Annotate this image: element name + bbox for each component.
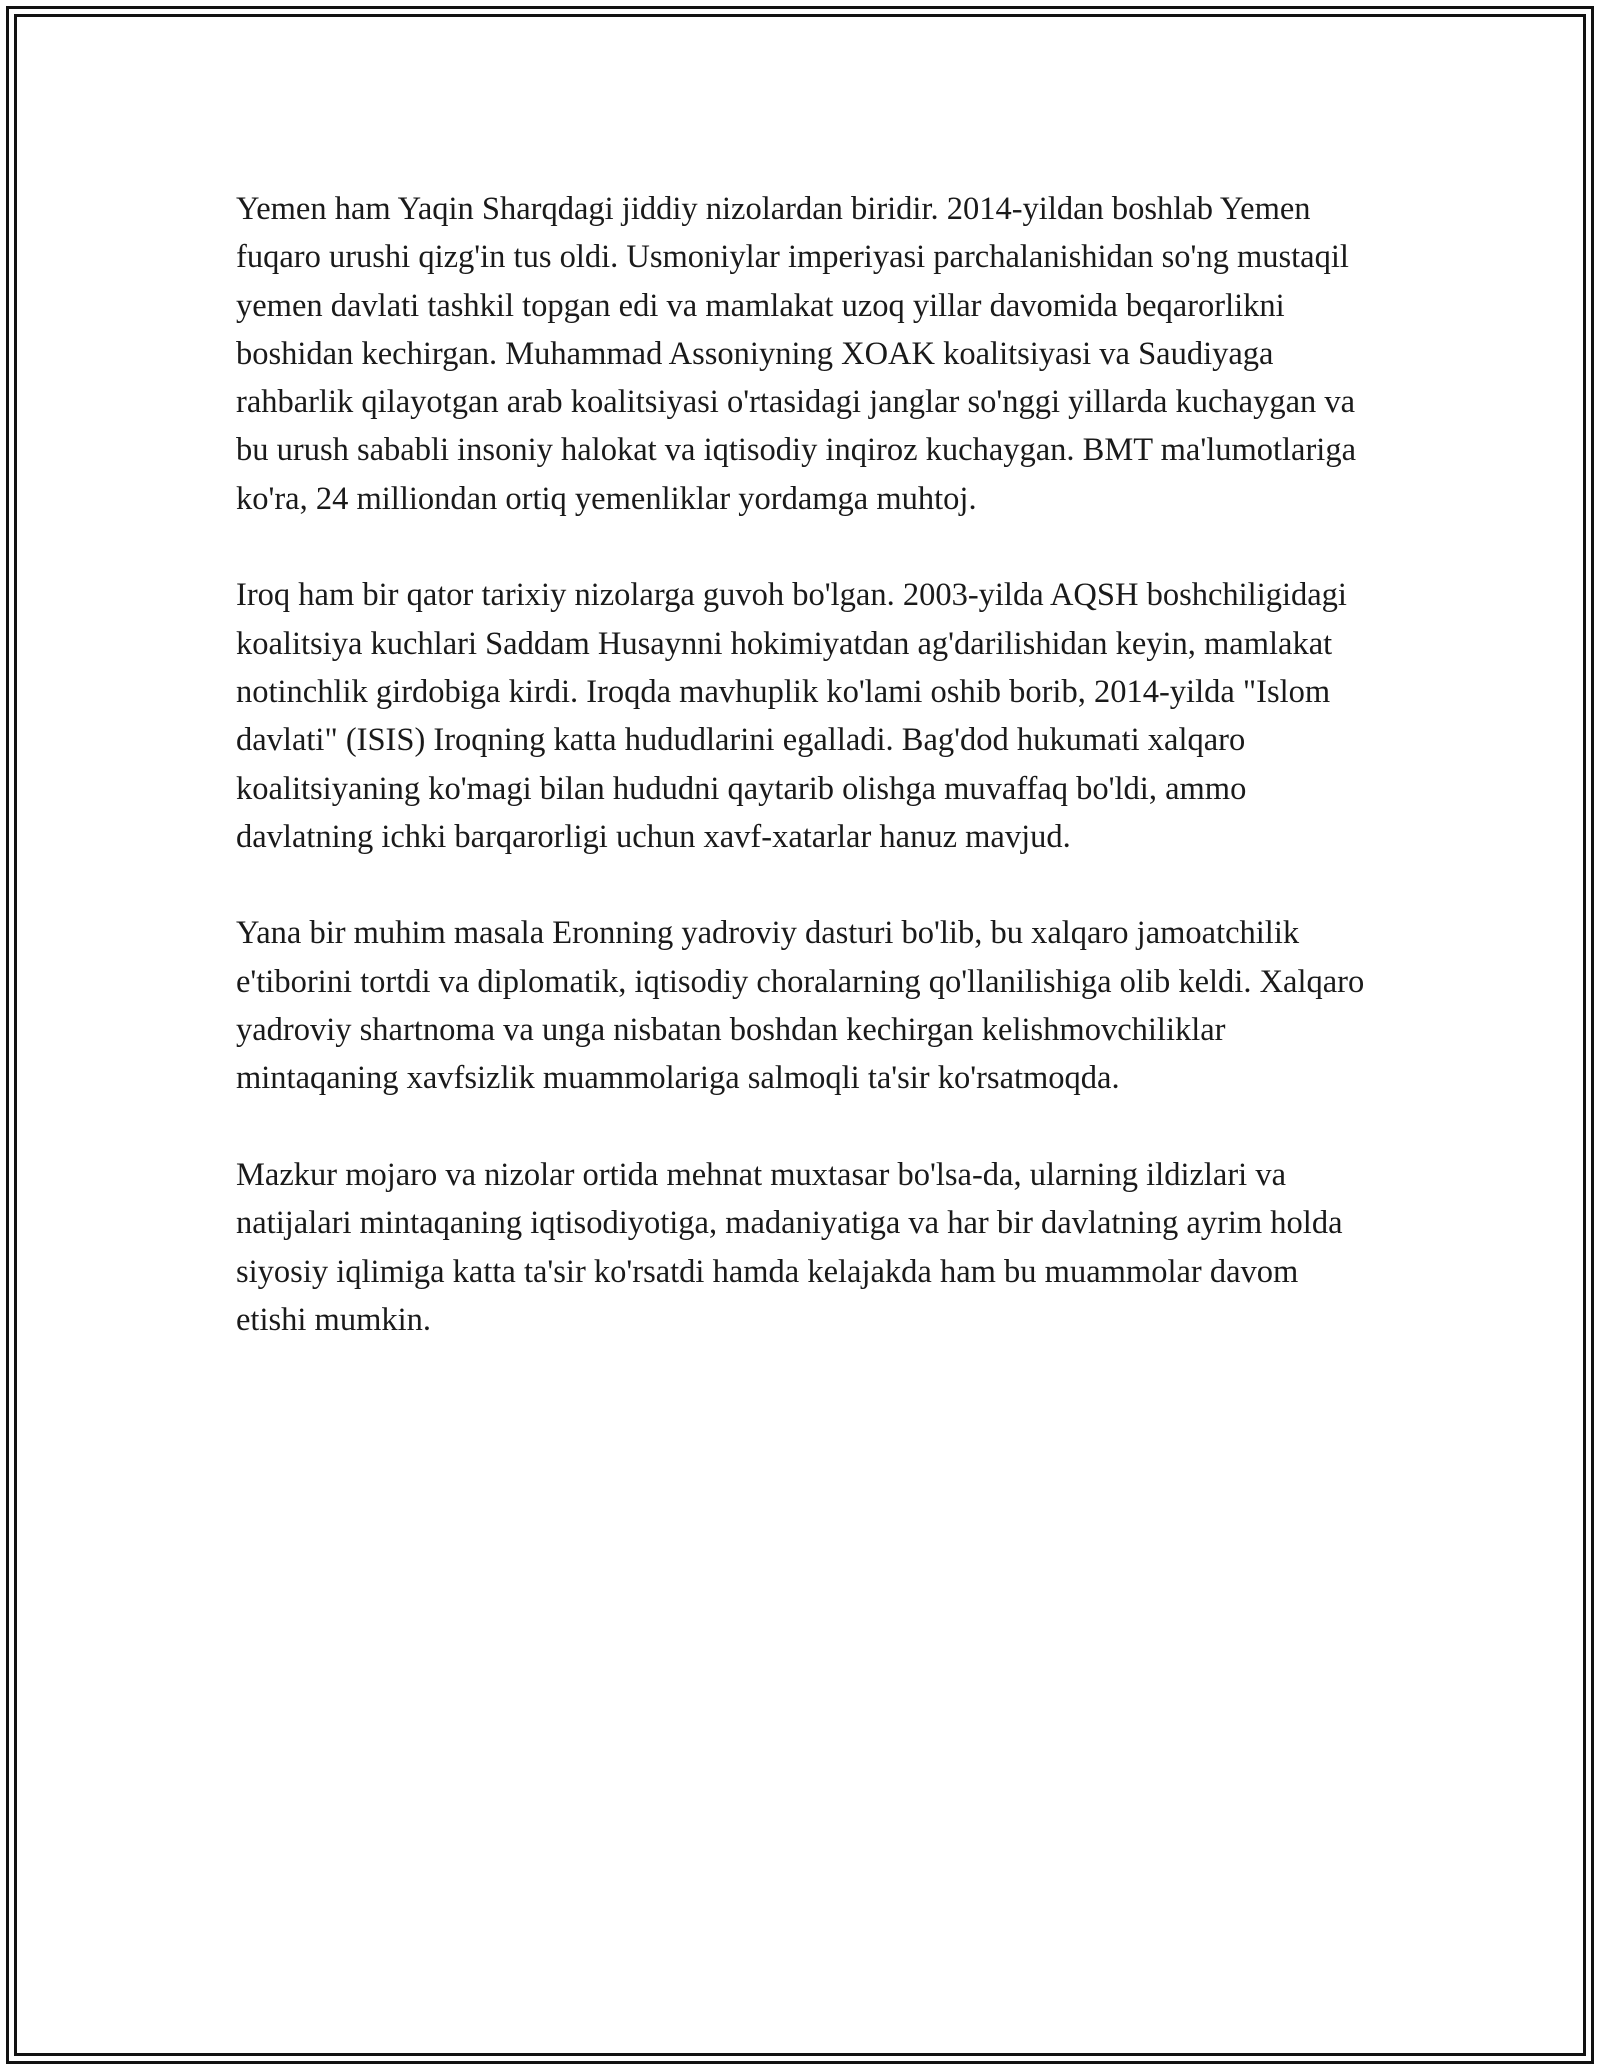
paragraph-iraq: Iroq ham bir qator tarixiy nizolarga guvoh bo'lgan. 2003-yilda AQSH boshchiligidagi koalitsiya kuchlari Saddam Husaynni hokimiyatdan ag'darilishidan keyin, mamlakat notinchlik girdobiga kirdi. Iroqda mavhuplik ko'lami oshib borib, 2014-yilda "Islom davlati" (ISIS) Iroqning katta hududlarini egalladi. Bag'dod hukumati xalqaro koalitsiyaning ko'magi bilan hududni qaytarib olishga muvaffaq bo'ldi, ammo davlatning ichki barqarorligi uchun xavf-xatarlar hanuz mavjud.	[236, 577, 1347, 855]
paragraph-iran: Yana bir muhim masala Eronning yadroviy dasturi bo'lib, bu xalqaro jamoatchilik e'tiborini tortdi va diplomatik, iqtisodiy choralarning qo'llanilishiga olib keldi. Xalqaro yadroviy shartnoma va unga nisbatan boshdan kechirgan kelishmovchiliklar mintaqaning xavfsizlik muammolariga salmoqli ta'sir ko'rsatmoqda.	[236, 915, 1365, 1097]
paragraph-yemen: Yemen ham Yaqin Sharqdagi jiddiy nizolardan biridir. 2014-yildan boshlab Yemen fuqaro urushi qizg'in tus oldi. Usmoniylar imperiyasi parchalanishidan so'ng mustaqil yemen davlati tashkil topgan edi va mamlakat uzoq yillar davomida beqarorlikni boshidan kechirgan. Muhammad Assoniyning XOAK koalitsiyasi va Saudiyaga rahbarlik qilayotgan arab koalitsiyasi o'rtasidagi janglar so'nggi yillarda kuchaygan va bu urush sababli insoniy halokat va iqtisodiy inqiroz kuchaygan. BMT ma'lumotlariga ko'ra, 24 milliondan ortiq yemenliklar yordamga muhtoj.	[236, 191, 1357, 517]
paragraph-conclusion: Mazkur mojaro va nizolar ortida mehnat muxtasar bo'lsa-da, ularning ildizlari va natijalari mintaqaning iqtisodiyotiga, madaniyatiga va har bir davlatning ayrim holda siyosiy iqlimiga katta ta'sir ko'rsatdi hamda kelajakda ham bu muammolar davom etishi mumkin.	[236, 1156, 1343, 1338]
document-body	[236, 185, 1376, 1344]
